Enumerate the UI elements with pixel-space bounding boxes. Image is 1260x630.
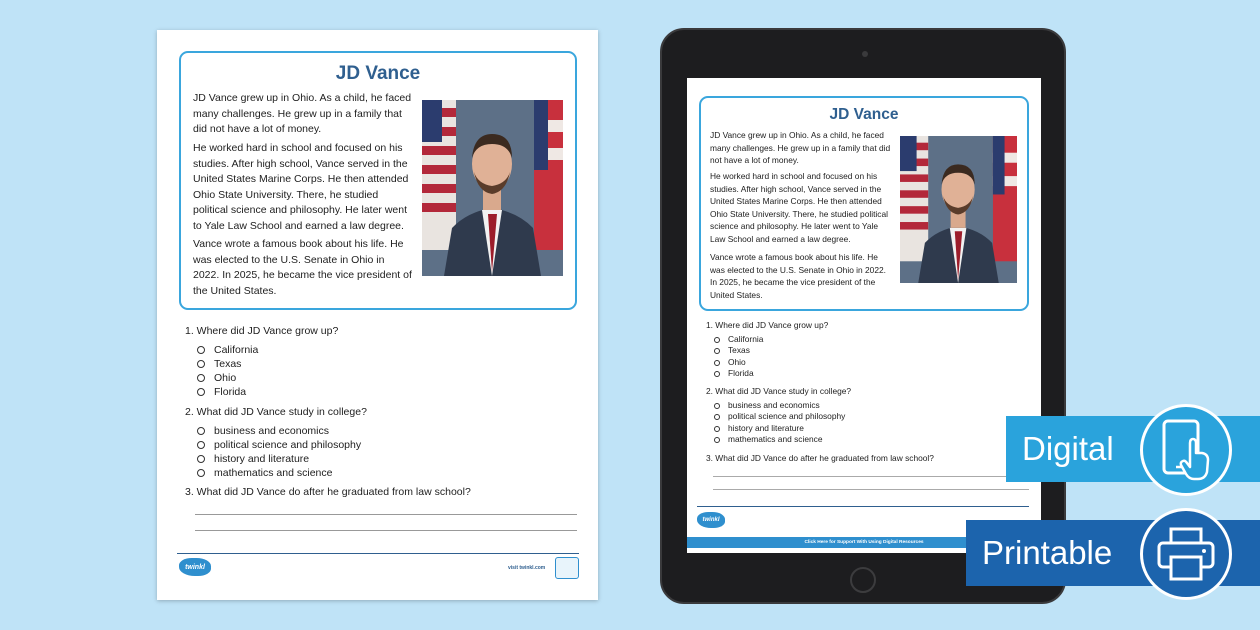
radio-icon[interactable] (197, 469, 205, 477)
option-texas[interactable]: Texas (714, 345, 763, 356)
passage-title: JD Vance (829, 106, 899, 123)
radio-icon[interactable] (714, 348, 720, 354)
radio-icon[interactable] (714, 403, 720, 409)
tablet-touch-icon (1140, 404, 1232, 496)
footer-divider (697, 506, 1029, 507)
question-2: 2. What did JD Vance study in college? (185, 406, 367, 418)
twinkl-logo: twinkl (179, 558, 211, 576)
printer-icon (1140, 508, 1232, 600)
radio-icon[interactable] (197, 427, 205, 435)
option-california[interactable]: California (197, 343, 258, 357)
question-2: 2. What did JD Vance study in college? (706, 386, 852, 396)
passage-paragraph-2: He worked hard in school and focused on his studies. After high school, Vance served in the United States Marine Corps. He then attended Ohio State University. There, he studied political science and philosophy. He later went to Yale Law School and earned a law degree. (710, 171, 888, 244)
option-business-economics[interactable]: business and economics (714, 400, 845, 411)
jd-vance-portrait (900, 136, 1017, 283)
footer-divider (177, 553, 579, 554)
radio-icon[interactable] (197, 374, 205, 382)
option-political-science-philosophy[interactable]: political science and philosophy (197, 438, 361, 452)
question-1: 1. Where did JD Vance grow up? (706, 320, 829, 330)
quality-badge-icon (555, 557, 579, 579)
passage-paragraph-3: Vance wrote a famous book about his life. He was elected to the U.S. Senate in Ohio in 2022. In 2025, he became the vice president of the United States. (710, 252, 886, 300)
jd-vance-portrait (422, 100, 563, 276)
visit-link[interactable]: visit twinkl.com (508, 565, 546, 571)
option-florida[interactable]: Florida (714, 368, 763, 379)
radio-icon[interactable] (714, 437, 720, 443)
option-business-economics[interactable]: business and economics (197, 424, 361, 438)
option-florida[interactable]: Florida (197, 385, 258, 399)
radio-icon[interactable] (714, 360, 720, 366)
radio-icon[interactable] (197, 346, 205, 354)
radio-icon[interactable] (714, 414, 720, 420)
question-3: 3. What did JD Vance do after he graduated from law school? (706, 453, 934, 463)
us-flag (422, 100, 456, 250)
reading-passage-card (179, 51, 577, 310)
printable-label: Printable (982, 534, 1113, 571)
radio-icon[interactable] (197, 441, 205, 449)
question-3: 3. What did JD Vance do after he graduated from law school? (185, 486, 471, 498)
answer-line[interactable] (713, 489, 1029, 490)
ohio-flag (534, 100, 563, 250)
option-history-literature[interactable]: history and literature (714, 423, 845, 434)
option-political-science-philosophy[interactable]: political science and philosophy (714, 411, 845, 422)
radio-icon[interactable] (197, 360, 205, 368)
option-mathematics-science[interactable]: mathematics and science (714, 434, 845, 445)
passage-paragraph-1: JD Vance grew up in Ohio. As a child, he faced many challenges. He grew up in a family that did not have a lot of money. (193, 92, 412, 136)
answer-line[interactable] (713, 476, 1029, 477)
digital-label: Digital (1022, 430, 1114, 467)
passage-paragraph-1: JD Vance grew up in Ohio. As a child, he faced many challenges. He grew up in a family that did not have a lot of money. (710, 130, 891, 166)
radio-icon[interactable] (197, 455, 205, 463)
option-texas[interactable]: Texas (197, 357, 258, 371)
radio-icon[interactable] (714, 337, 720, 343)
passage-paragraph-3: Vance wrote a famous book about his life. He was elected to the U.S. Senate in Ohio in 2022. In 2025, he became the vice president of the United States. (193, 238, 412, 297)
question-1-options (197, 343, 258, 399)
passage-title: JD Vance (335, 63, 421, 84)
twinkl-logo: twinkl (697, 512, 725, 528)
radio-icon[interactable] (714, 371, 720, 377)
reading-passage-card (699, 96, 1029, 311)
digital-support-link[interactable]: Click Here for Support With Using Digital Resources (687, 537, 1041, 548)
option-ohio[interactable]: Ohio (197, 371, 258, 385)
question-2-options (714, 400, 845, 446)
answer-line[interactable] (195, 514, 577, 515)
tablet-device (660, 28, 1066, 604)
option-ohio[interactable]: Ohio (714, 357, 763, 368)
printable-worksheet (157, 30, 598, 600)
question-1: 1. Where did JD Vance grow up? (185, 325, 339, 337)
question-1-options (714, 334, 763, 380)
camera-icon (862, 51, 868, 57)
radio-icon[interactable] (714, 426, 720, 432)
option-mathematics-science[interactable]: mathematics and science (197, 466, 361, 480)
radio-icon[interactable] (197, 388, 205, 396)
passage-paragraph-2: He worked hard in school and focused on his studies. After high school, Vance served in the United States Marine Corps. He then attended Ohio State University. There, he studied political science and philosophy. He later went to Yale Law School and earned a law degree. (193, 142, 409, 232)
tablet-screen (687, 78, 1041, 553)
home-button[interactable] (850, 567, 876, 593)
option-california[interactable]: California (714, 334, 763, 345)
question-2-options (197, 424, 361, 480)
answer-line[interactable] (195, 530, 577, 531)
option-history-literature[interactable]: history and literature (197, 452, 361, 466)
